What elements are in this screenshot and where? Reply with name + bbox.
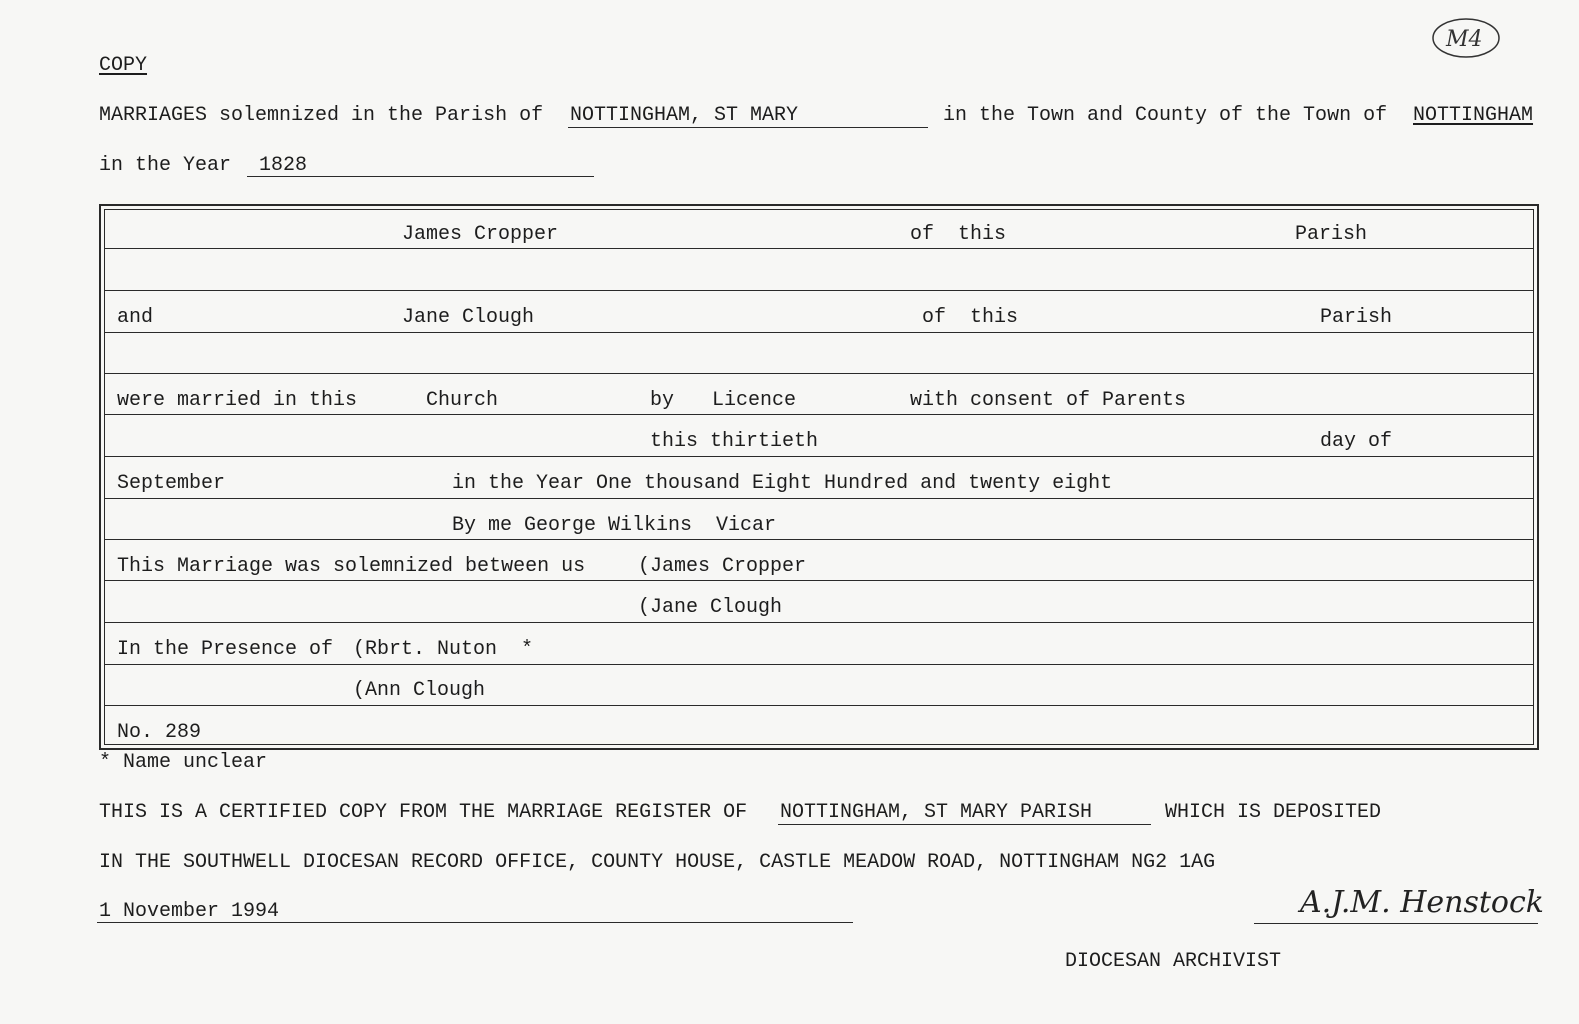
day-text: this thirtieth <box>650 430 819 453</box>
signatory-title: DIOCESAN ARCHIVIST <box>1065 950 1282 973</box>
table-rule <box>104 498 1534 499</box>
table-rule <box>104 539 1534 540</box>
table-rule <box>104 248 1534 249</box>
party-1-signature: (James Cropper <box>638 555 807 578</box>
table-rule <box>104 414 1534 415</box>
table-rule <box>104 664 1534 665</box>
month-value: September <box>117 472 226 495</box>
year-prefix: in the Year <box>99 154 232 177</box>
entry-number: No. 289 <box>117 721 202 744</box>
year-underline <box>247 176 594 177</box>
parish-name: NOTTINGHAM, ST MARY <box>570 104 799 127</box>
bride-name: Jane Clough <box>402 306 535 329</box>
certification-suffix: WHICH IS DEPOSITED <box>1165 801 1382 824</box>
register-parish: NOTTINGHAM, ST MARY PARISH <box>780 801 1093 824</box>
copy-label: COPY <box>99 54 148 77</box>
and-label: and <box>117 306 154 329</box>
parish-underline <box>568 127 928 128</box>
svg-text:A.J.M. Henstock: A.J.M. Henstock <box>1300 885 1544 920</box>
signature-underline <box>1254 923 1538 924</box>
footnote: * Name unclear <box>99 751 268 774</box>
certification-date: 1 November 1994 <box>99 900 280 923</box>
town-name: NOTTINGHAM <box>1413 104 1534 127</box>
bride-of-this: of this <box>922 306 1019 329</box>
table-rule <box>104 456 1534 457</box>
by-means-value: Licence <box>712 389 797 412</box>
date-underline <box>97 922 853 923</box>
groom-name: James Cropper <box>402 223 559 246</box>
certification-prefix: THIS IS A CERTIFIED COPY FROM THE MARRIAGE REGISTER OF <box>99 801 748 824</box>
solemnized-between-text: This Marriage was solemnized between us <box>117 555 586 578</box>
married-in-text: were married in this <box>117 389 358 412</box>
table-rule <box>104 580 1534 581</box>
town-county-text: in the Town and County of the Town of <box>943 104 1388 127</box>
by-label: by <box>650 389 675 412</box>
year-value: 1828 <box>259 154 308 177</box>
groom-of-this: of this <box>910 223 1007 246</box>
bride-parish: Parish <box>1320 306 1393 329</box>
table-rule <box>104 332 1534 333</box>
witness-1: (Rbrt. Nuton * <box>353 638 534 661</box>
place-value: Church <box>426 389 499 412</box>
archivist-signature <box>1296 876 1544 926</box>
day-of-label: day of <box>1320 430 1393 453</box>
marriages-prefix: MARRIAGES solemnized in the Parish of <box>99 104 544 127</box>
officiant-text: By me George Wilkins Vicar <box>452 514 777 537</box>
table-rule <box>104 290 1534 291</box>
register-parish-underline <box>778 824 1151 825</box>
record-office-address: IN THE SOUTHWELL DIOCESAN RECORD OFFICE, COUNTY HOUSE, CASTLE MEADOW ROAD, NOTTINGHAM NG2 1AG <box>99 851 1216 874</box>
year-words: in the Year One thousand Eight Hundred and twenty eight <box>452 472 1113 495</box>
svg-text:M4: M4 <box>1446 27 1483 52</box>
table-rule <box>104 373 1534 374</box>
witness-2: (Ann Clough <box>353 679 486 702</box>
annotation-mark <box>1430 16 1502 60</box>
consent-text: with consent of Parents <box>910 389 1187 412</box>
presence-label: In the Presence of <box>117 638 334 661</box>
table-rule <box>104 705 1534 706</box>
table-rule <box>104 622 1534 623</box>
groom-parish: Parish <box>1295 223 1368 246</box>
party-2-signature: (Jane Clough <box>638 596 783 619</box>
